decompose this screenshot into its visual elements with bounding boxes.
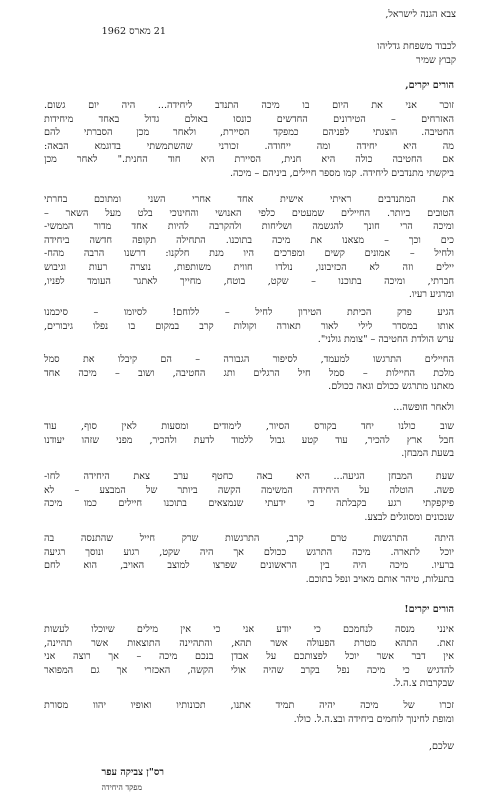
paragraph-7 xyxy=(44,470,454,524)
paragraph-5 xyxy=(44,401,454,415)
letter-date: 21 מארס 1962 xyxy=(101,26,166,37)
paragraph-line: זאת. התהא מטרת הפעולה אשר תהא, והתהיינה התוצאות אשר תהיינה, xyxy=(44,637,454,649)
paragraph-line: אותו במסדר לילי לאור תאורה וקולות קרב במקום בו נפלו גיבורים, xyxy=(44,320,454,332)
recipient-line-2: קבוץ שמיר xyxy=(416,55,456,66)
paragraph-line: ולחיל – אמונים קשים ומפרכים היו מנת חלקנו: דרשנו הרבה מהח- xyxy=(44,248,454,260)
recipient-line-1: לכבוד משפחת גדליהו xyxy=(377,41,456,52)
paragraph-line: בתעלות, טיהר אותם מאויב ונפל בתוכם. xyxy=(305,573,454,585)
paragraph-line: ומופת לחינוך לוחמים ביחידה ובצ.ה.ל. כולו. xyxy=(293,713,454,725)
paragraph-line: הטובים ביותר. החיילים שמעטים כלפי האנושי והחינוכי בלט מעל השאר – xyxy=(44,207,454,219)
paragraph-line: מה היא יחידה ומה ייחודה. זכורני שהשתמשתי בדוגמא הבאה: xyxy=(44,140,454,152)
paragraph-line: ברעיו. מיכה היה בין הראשונים שפרצו למוצב האויב, הוא לחם xyxy=(44,560,454,572)
paragraph-line: ביקשתי מתנדבים ליחידה. קמו מספר חיילים, ביניהם – מיכה. xyxy=(229,167,454,179)
paragraph-line: יילים וזה לא הכזיבונו, נולדו חווית משותפות, נוצרה רעות וגיבוש xyxy=(44,261,454,273)
paragraph-line: מאתנו מתרגש ככולם וגאה ככולם. xyxy=(328,381,454,393)
paragraph-line: ומרגיע רעיו. xyxy=(408,289,454,301)
paragraph-line: פיקפקתי רגע בקבלתה כי ידעתי שנמצאים בתוכנו חיילים כמו מיכה xyxy=(44,498,454,510)
paragraph-line: חבל ארץ להכיר, עוד קטע גבול ללמוד לדעת ולהכיר, מפני שזהו יעודנו xyxy=(44,434,454,446)
org-header: צבא הגנה לישראל, xyxy=(385,9,456,20)
paragraph-10 xyxy=(44,623,454,691)
paragraph-11 xyxy=(44,699,454,726)
paragraph-line: אם החטיבה כולה היא חנית, הסיירת היא חוד החנית." לאחר מכן xyxy=(44,154,454,166)
paragraph-9 xyxy=(44,603,454,617)
paragraph-line: הגיע פרק הכיתת הטירון לחיל – ללוחם! לסיומו – סיכמנו xyxy=(44,307,454,318)
paragraph-3 xyxy=(44,306,454,347)
paragraph-line: אין דבר אשר יוכל לפצותכם על אבדן בנכם מיכה – אך רוצה אני xyxy=(44,651,454,663)
paragraph-line: היתה התרגשות טרם קרב, התרגשות שרק חייל שהתנסה בה xyxy=(44,533,454,544)
paragraph-line: מלכת החיילות – סמל חיל הרגלים ותג החטיבה, ושוב – מיכה אחד xyxy=(44,367,454,379)
paragraph-line: ולאחר חופשה... xyxy=(393,402,454,413)
paragraph-line: הורים יקרים! xyxy=(404,604,454,615)
paragraph-12 xyxy=(44,740,454,754)
paragraph-line: יוכל לתארה. מיכה התרגש ככולם אך היה שקט, רגוע ונוסך רגיעה xyxy=(44,546,454,558)
paragraph-line: החטיבה. הוצגתי לפניהם כמפקד הסיירת, ולאחר מכן הסברתי להם xyxy=(44,127,454,139)
paragraph-line: ערש הולדת החטיבה – "צומת גולני". xyxy=(317,334,454,346)
paragraph-line: את המתנדבים ראיתי אישית אחד אחרי השני ומתוכם בחרתי xyxy=(44,194,454,205)
paragraph-line: האזרחים – הטירונים החדשים כונסו באולם גדול באחד מיחידות xyxy=(44,113,454,125)
greeting: הורים יקרים, xyxy=(405,80,454,91)
paragraph-line: זוכר אני את היום בו מיכה התנדב ליחידה... היה יום גשום. xyxy=(44,100,454,111)
paragraph-line: פשה. הוטלה על היחידה המשימה הקשה ביותר של המבצע – לא xyxy=(44,484,454,496)
paragraph-line: אינני מנסה לנחמכם כי יודע אני כי אין מילים שיוכלו לעשות xyxy=(44,624,454,635)
paragraph-line: חברתי, ומיכה בתוכנו – שקט, בוטח, מחייך לאתגר העומד לפניו, xyxy=(44,275,454,287)
paragraph-line: ומיכה הרי חונך להגשמה ושליחות ולהקרבה להיות אחד מדור הממשי- xyxy=(44,221,454,233)
paragraph-line: שלכם, xyxy=(428,741,454,752)
paragraph-4 xyxy=(44,353,454,394)
paragraph-6 xyxy=(44,420,454,461)
signature-title: מפקד היחידה xyxy=(101,783,142,792)
signature-name: רס"ן צביקה עפר xyxy=(101,767,164,778)
paragraph-line: להדגיש כי מיכה נפל בקרב שהיה אולי הקשה, האכזרי אך גם המפואר xyxy=(44,664,454,676)
paragraph-line: שוב כולנו יחד בקורס הסיור, לימודים ומסעות לאין סוף, עוד xyxy=(44,421,454,432)
paragraph-line: שבקרבות צ.ה.ל. xyxy=(392,678,454,690)
paragraph-1 xyxy=(44,99,454,181)
paragraph-line: החיילים התרגשו למעמד, לסיפור הגבורה – הם קיבלו את סמל xyxy=(44,354,454,365)
paragraph-line: שנכונים ומסוגלים לבצע. xyxy=(364,511,454,523)
paragraph-line: כים וכך – מצאנו את מיכה בתוכנו. התחילה תקופה חדשה ביחידה xyxy=(44,234,454,246)
paragraph-2 xyxy=(44,193,454,302)
paragraph-8 xyxy=(44,532,454,586)
paragraph-line: שעת המבחן הגיעה... היא באה כחטף ערב צאת היחידה לחו- xyxy=(44,471,454,482)
paragraph-line: זכרו של מיכה יהיה תמיד אתנו, תכונותיו ואופיו יהוו מסורת xyxy=(44,700,454,711)
paragraph-line: בשעת המבחן. xyxy=(401,448,454,460)
